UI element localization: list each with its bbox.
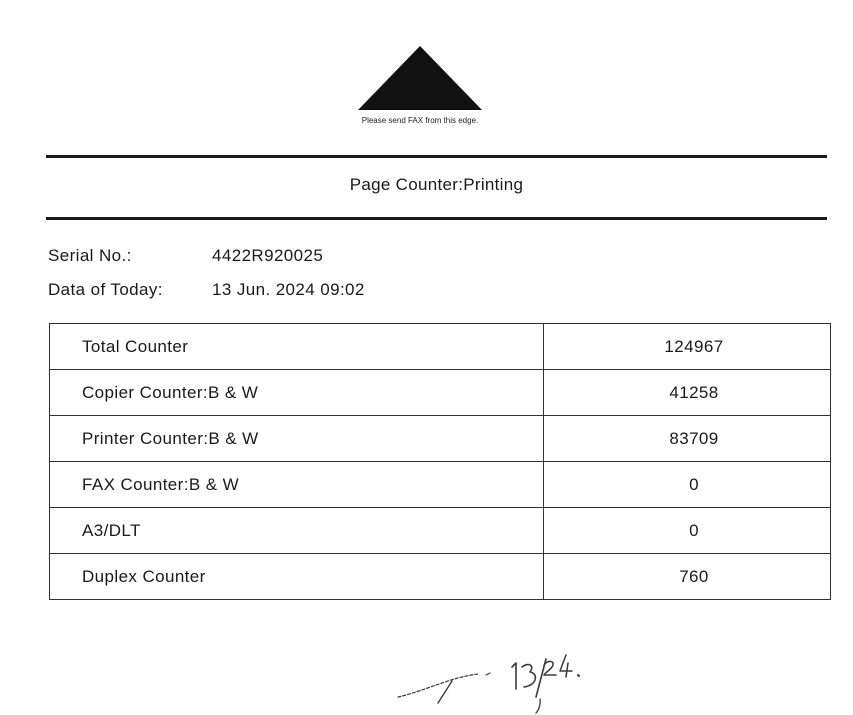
fax-edge-note: Please send FAX from this edge. (361, 116, 479, 125)
fax-edge-triangle-icon (358, 46, 482, 110)
table-row (50, 324, 831, 370)
counter-value: 760 (544, 554, 831, 600)
table-row (50, 416, 831, 462)
table-row (50, 554, 831, 600)
counter-value: 0 (544, 508, 831, 554)
counter-name: FAX Counter:B & W (50, 462, 544, 508)
counter-value: 124967 (544, 324, 831, 370)
handwritten-signature (390, 645, 590, 715)
table-row (50, 370, 831, 416)
counter-name: Duplex Counter (50, 554, 544, 600)
counter-name: A3/DLT (50, 508, 544, 554)
date-value: 13 Jun. 2024 09:02 (212, 280, 365, 299)
counter-value: 41258 (544, 370, 831, 416)
counter-value: 83709 (544, 416, 831, 462)
report-title: Page Counter:Printing (349, 175, 524, 194)
date-label: Data of Today: (48, 280, 163, 299)
serial-label: Serial No.: (48, 246, 132, 265)
serial-row (48, 246, 323, 266)
counter-value: 0 (544, 462, 831, 508)
counter-name: Total Counter (50, 324, 544, 370)
counter-table (49, 323, 831, 600)
title-rule-bottom (46, 217, 827, 220)
title-rule-top (46, 155, 827, 158)
date-row (48, 280, 365, 300)
counter-name: Printer Counter:B & W (50, 416, 544, 462)
counter-name: Copier Counter:B & W (50, 370, 544, 416)
table-row (50, 462, 831, 508)
table-row (50, 508, 831, 554)
serial-value: 4422R920025 (212, 246, 324, 265)
